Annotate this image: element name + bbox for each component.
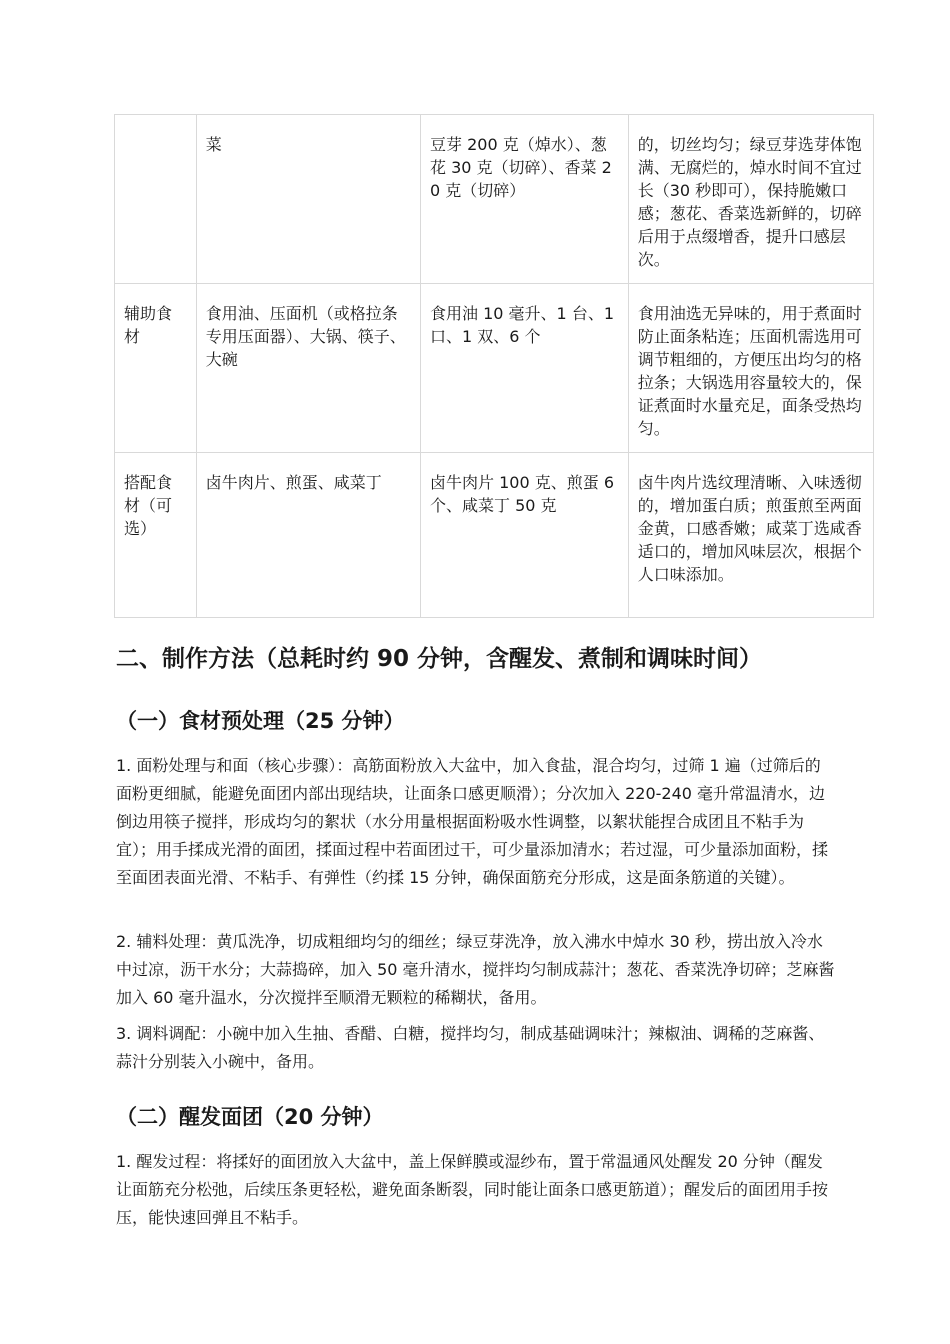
table-row (115, 453, 874, 618)
step-paragraph: 2. 辅料处理：黄瓜洗净，切成粗细均匀的细丝；绿豆芽洗净，放入沸水中焯水 30 秒，捞出放入冷水中过凉，沥干水分；大蒜捣碎，加入 50 毫升清水，搅拌均匀制成蒜汁；葱花、香菜洗净切碎；芝麻酱加入 60 毫升温水，分次搅拌至顺滑无颗粒的稀糊状，备用。 (116, 932, 835, 1007)
table-cell-name: 卤牛肉片、煎蛋、咸菜丁 (196, 453, 420, 618)
table-cell-note: 的，切丝均匀；绿豆芽选芽体饱满、无腐烂的，焯水时间不宜过长（30 秒即可），保持脆嫩口感；葱花、香菜选新鲜的，切碎后用于点缀增香，提升口感层次。 (628, 115, 873, 284)
table-cell-note: 食用油选无异味的，用于煮面时防止面条粘连；压面机需选用可调节粗细的，方便压出均匀的格拉条；大锅选用容量较大的，保证煮面时水量充足，面条受热均匀。 (628, 284, 873, 453)
table-row (115, 115, 874, 284)
table-cell-category: 搭配食材（可选） (115, 453, 197, 618)
table-cell-category: 辅助食材 (115, 284, 197, 453)
table-cell-amount: 豆芽 200 克（焯水）、葱花 30 克（切碎）、香菜 20 克（切碎） (421, 115, 629, 284)
step-paragraph: 3. 调料调配：小碗中加入生抽、香醋、白糖，搅拌均匀，制成基础调味汁；辣椒油、调稀的芝麻酱、蒜汁分别装入小碗中，备用。 (116, 1024, 825, 1071)
table-row (115, 284, 874, 453)
step-paragraph: 1. 面粉处理与和面（核心步骤）：高筋面粉放入大盆中，加入食盐，混合均匀，过筛 1 遍（过筛后的面粉更细腻，能避免面团内部出现结块，让面条口感更顺滑）；分次加入 220-240 毫升常温清水，边倒边用筷子搅拌，形成均匀的絮状（水分用量根据面粉吸水性调整，以絮状能捏合成团且不粘手为宜）；用手揉成光滑的面团，揉面过程中若面团过干，可少量添加清水；若过湿，可少量添加面粉，揉至面团表面光滑、不粘手、有弹性（约揉 15 分钟，确保面筋充分形成，这是面条筋道的关键）。 (116, 756, 829, 887)
table-cell-name: 食用油、压面机（或格拉条专用压面器）、大锅、筷子、大碗 (196, 284, 420, 453)
table-cell-category (115, 115, 197, 284)
section-heading: 二、制作方法（总耗时约 90 分钟，含醒发、煮制和调味时间） (116, 646, 763, 672)
subsection-heading: （二）醒发面团（20 分钟） (116, 1105, 384, 1129)
table-cell-amount: 食用油 10 毫升、1 台、1 口、1 双、6 个 (421, 284, 629, 453)
table-cell-amount: 卤牛肉片 100 克、煎蛋 6 个、咸菜丁 50 克 (421, 453, 629, 618)
subsection-heading: （一）食材预处理（25 分钟） (116, 709, 405, 733)
step-paragraph: 1. 醒发过程：将揉好的面团放入大盆中，盖上保鲜膜或湿纱布，置于常温通风处醒发 20 分钟（醒发让面筋充分松弛，后续压条更轻松，避免面条断裂，同时能让面条口感更筋道）；醒发后的面团用手按压，能快速回弹且不粘手。 (116, 1152, 829, 1227)
table-cell-name: 菜 (196, 115, 420, 284)
table-cell-note: 卤牛肉片选纹理清晰、入味透彻的，增加蛋白质；煎蛋煎至两面金黄，口感香嫩；咸菜丁选咸香适口的，增加风味层次，根据个人口味添加。 (628, 453, 873, 618)
ingredients-table (114, 114, 874, 618)
